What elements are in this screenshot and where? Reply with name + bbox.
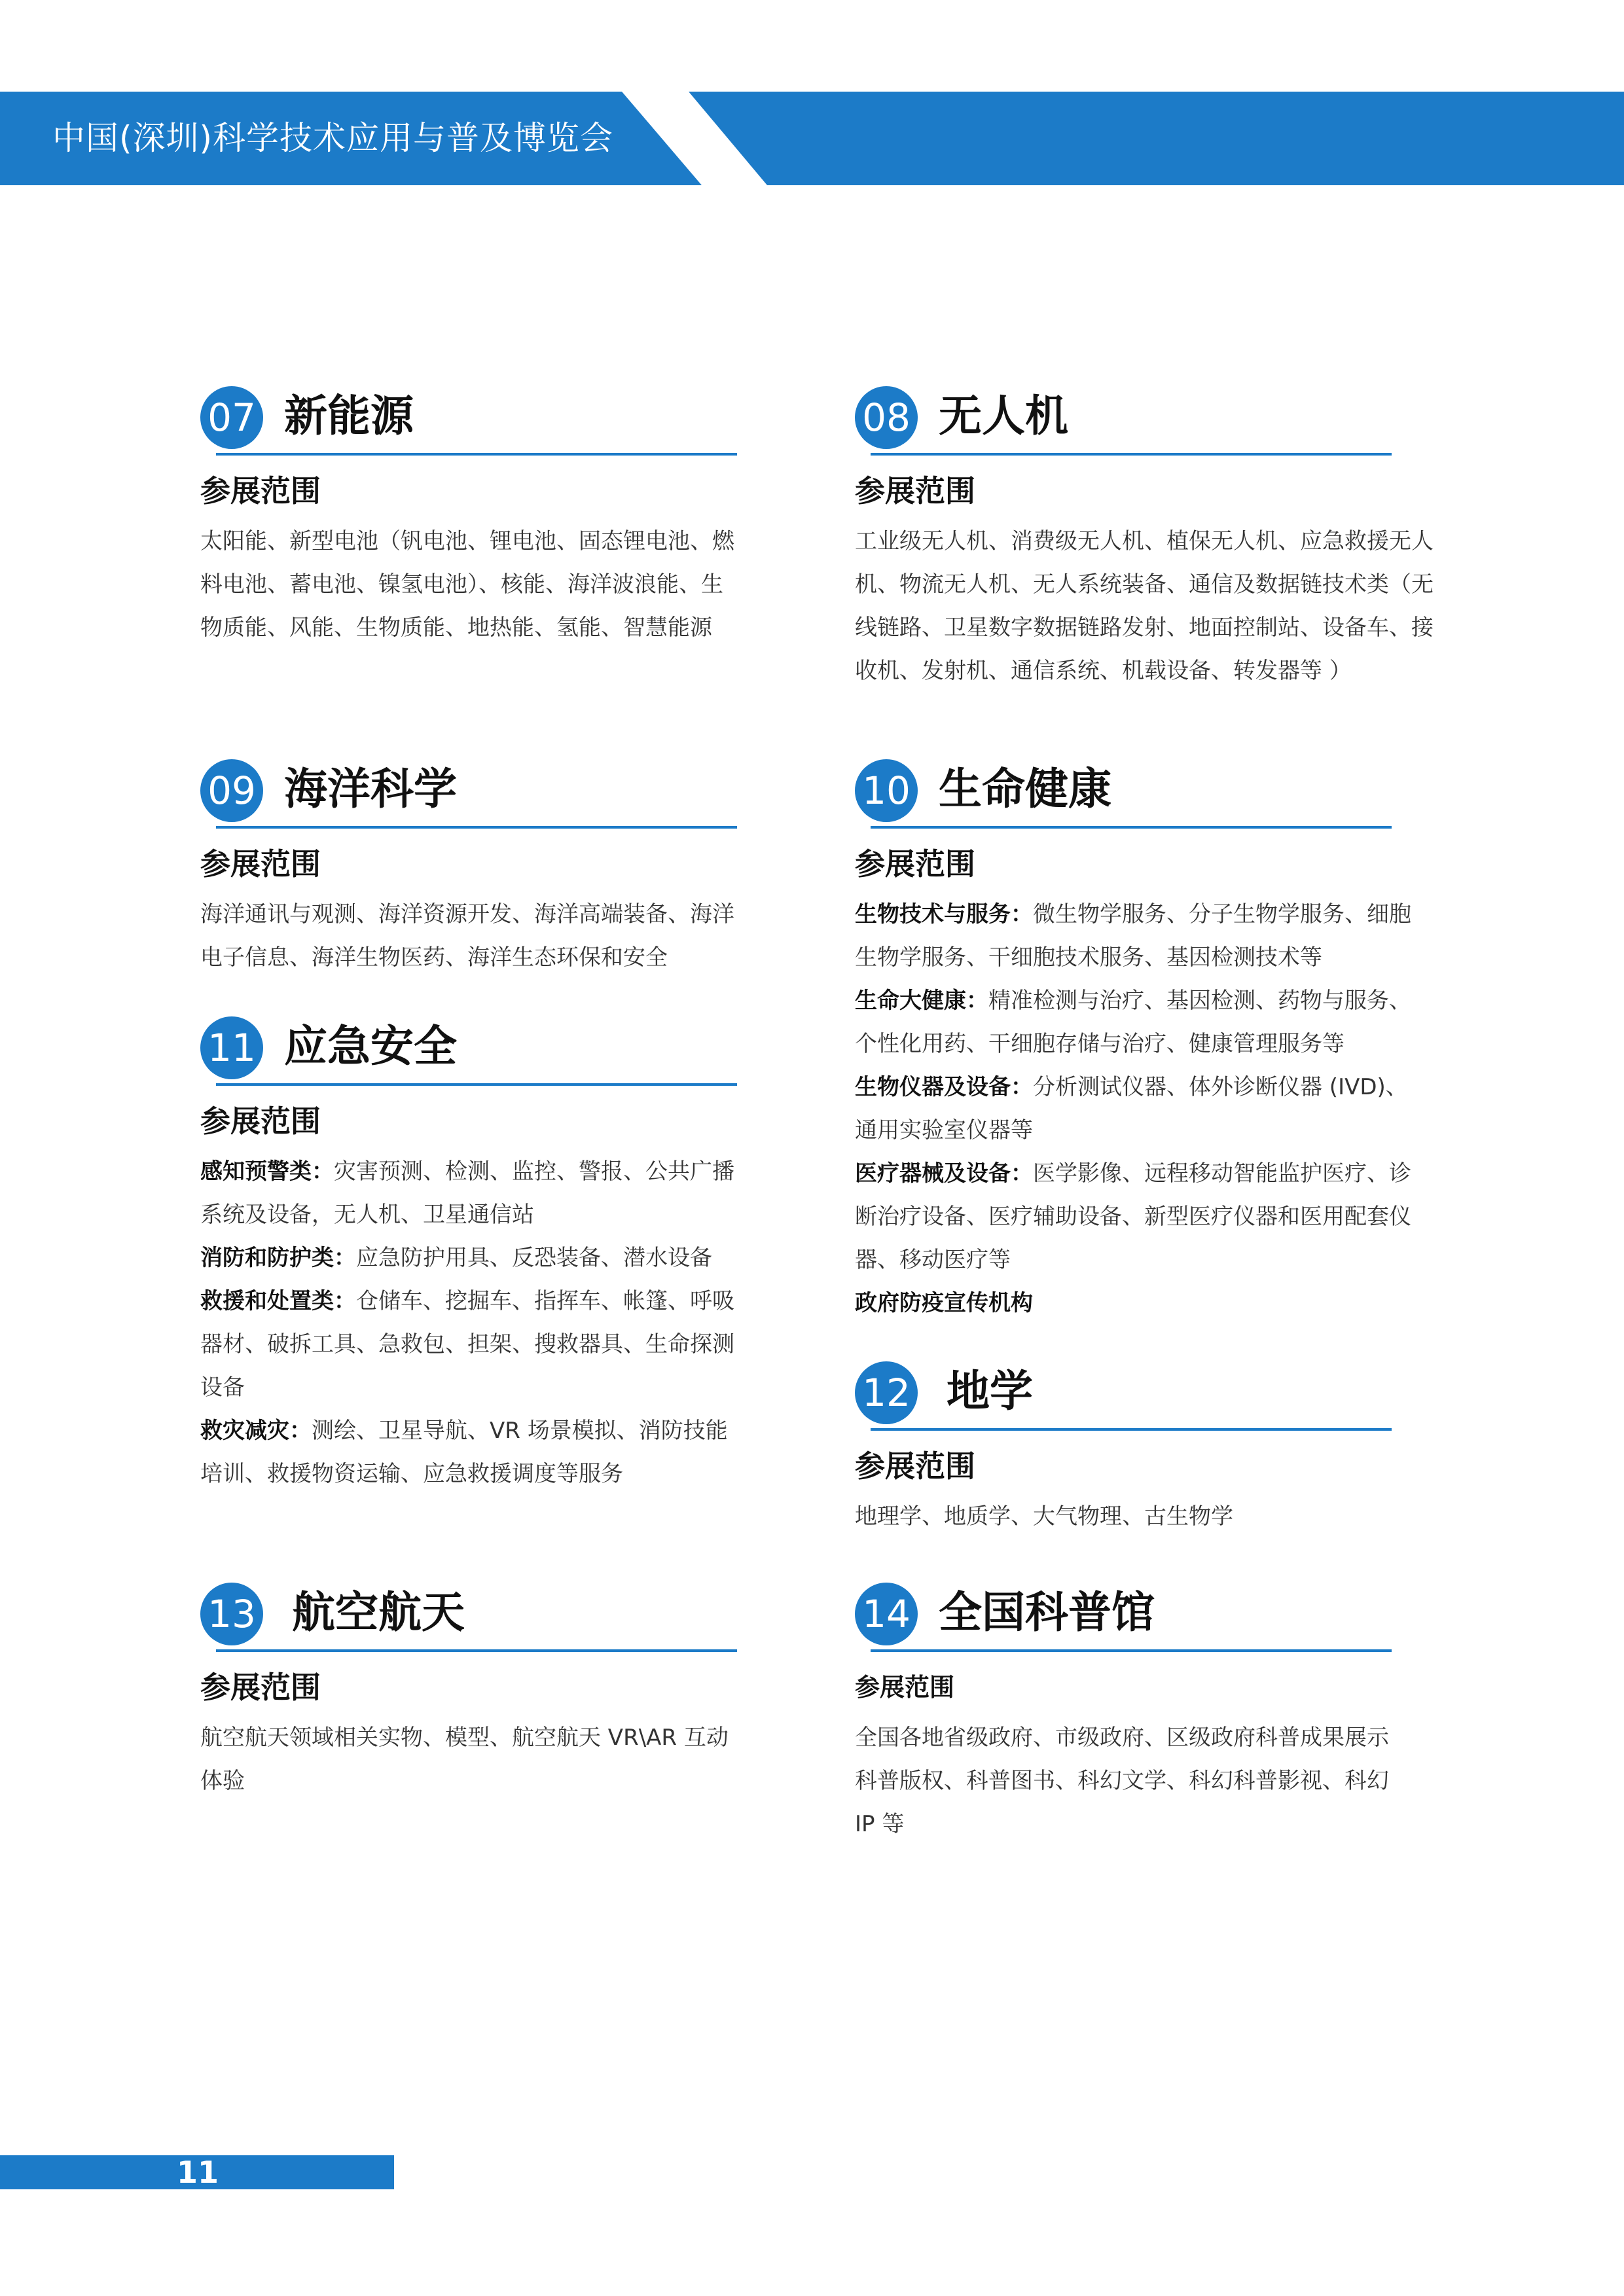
- list-item: [855, 893, 1424, 979]
- scope-label: 参展范围: [855, 1673, 955, 1702]
- section-body: 地理学、地质学、大气物理、古生物学: [855, 1503, 1233, 1530]
- section-underline: [871, 826, 1392, 829]
- list-item: [855, 1066, 1424, 1152]
- section-title: 新能源: [284, 391, 414, 441]
- section-underline: [216, 1649, 737, 1652]
- page-number: 11: [177, 2155, 219, 2190]
- section-heading: [200, 1016, 737, 1088]
- item-label: 感知预警类：: [200, 1158, 334, 1185]
- list-item: 科普版权、科普图书、科幻文学、科幻科普影视、科幻 IP 等: [855, 1768, 1389, 1837]
- section-title: 全国科普馆: [939, 1587, 1155, 1638]
- scope-label: 参展范围: [200, 1670, 321, 1705]
- section-body: 海洋通讯与观测、海洋资源开发、海洋高端装备、海洋电子信息、海洋生物医药、海洋生态环保和安全: [200, 901, 734, 971]
- section-heading: [855, 386, 1444, 458]
- section-heading: [200, 759, 737, 831]
- section-science-museum: [855, 1583, 1392, 1846]
- item-text: 分析测试仪器、体外诊断仪器 (IVD)、通用实验室仪器等: [855, 1074, 1408, 1143]
- item-text: 仓储车、挖掘车、指挥车、帐篷、呼吸器材、破拆工具、急救包、担架、搜救器具、生命探测设备: [200, 1288, 734, 1401]
- section-heading: [855, 1583, 1392, 1655]
- section-number-badge: 14: [855, 1583, 918, 1645]
- scope-label: 参展范围: [855, 473, 975, 509]
- section-number-badge: 11: [200, 1016, 263, 1079]
- item-label: 救灾减灾：: [200, 1418, 312, 1444]
- list-item: [200, 1280, 737, 1409]
- section-underline: [216, 453, 737, 456]
- header-title: 中国(深圳)科学技术应用与普及博览会: [52, 119, 614, 157]
- section-body: 航空航天领域相关实物、模型、航空航天 VR\AR 互动体验: [200, 1725, 729, 1794]
- list-item: [200, 1409, 737, 1496]
- section-underline: [871, 1649, 1392, 1652]
- list-item: [200, 1150, 737, 1236]
- section-body: [200, 1150, 737, 1496]
- section-number-badge: 13: [200, 1583, 263, 1645]
- section-body: 工业级无人机、消费级无人机、植保无人机、应急救援无人机、物流无人机、无人系统装备、通信及数据链技术类（无线链路、卫星数字数据链路发射、地面控制站、设备车、接收机、发射机、通信系统、机载设备、转发器等 ）: [855, 528, 1434, 684]
- scope-label: 参展范围: [855, 1448, 975, 1484]
- scope-label: 参展范围: [855, 846, 975, 882]
- section-underline: [216, 826, 737, 829]
- section-body: 太阳能、新型电池（钒电池、锂电池、固态锂电池、燃料电池、蓄电池、镍氢电池）、核能、海洋波浪能、生物质能、风能、生物质能、地热能、氢能、智慧能源: [200, 528, 734, 641]
- section-body: [855, 893, 1424, 1325]
- section-number-badge: 09: [200, 759, 263, 822]
- list-item: [855, 1282, 1424, 1325]
- section-underline: [871, 1428, 1392, 1431]
- section-number-badge: 12: [855, 1361, 918, 1424]
- section-marine-science: [200, 759, 737, 979]
- list-item: 全国各地省级政府、市级政府、区级政府科普成果展示: [855, 1725, 1389, 1751]
- section-underline: [871, 453, 1392, 456]
- section-geoscience: [855, 1361, 1392, 1538]
- section-title: 海洋科学: [284, 764, 457, 814]
- item-text: 医学影像、远程移动智能监护医疗、诊断治疗设备、医疗辅助设备、新型医疗仪器和医用配套仪器、移动医疗等: [855, 1160, 1411, 1273]
- section-number-badge: 08: [855, 386, 918, 449]
- section-number-badge: 07: [200, 386, 263, 449]
- item-text: 灾害预测、检测、监控、警报、公共广播系统及设备，无人机、卫星通信站: [200, 1158, 734, 1228]
- item-label: 生物仪器及设备：: [855, 1074, 1033, 1100]
- section-heading: [200, 1583, 737, 1655]
- section-heading: [855, 1361, 1392, 1433]
- section-body: [855, 1716, 1392, 1846]
- section-title: 生命健康: [939, 764, 1111, 814]
- section-title: 航空航天: [292, 1587, 465, 1638]
- item-text: 微生物学服务、分子生物学服务、细胞生物学服务、干细胞技术服务、基因检测技术等: [855, 901, 1411, 971]
- section-title: 地学: [947, 1366, 1033, 1416]
- scope-label: 参展范围: [200, 473, 321, 509]
- header-band: [0, 92, 1624, 185]
- section-emergency-safety: [200, 1016, 737, 1496]
- item-label: 政府防疫宣传机构: [855, 1290, 1033, 1316]
- scope-label: 参展范围: [200, 846, 321, 882]
- item-label: 生物技术与服务：: [855, 901, 1033, 927]
- item-label: 救援和处置类：: [200, 1288, 356, 1314]
- item-text: 精准检测与治疗、基因检测、药物与服务、个性化用药、干细胞存储与治疗、健康管理服务等: [855, 988, 1411, 1057]
- section-title: 应急安全: [284, 1021, 457, 1071]
- section-life-health: [855, 759, 1431, 1325]
- item-label: 生命大健康：: [855, 988, 988, 1014]
- section-underline: [216, 1083, 737, 1086]
- list-item: [855, 979, 1424, 1066]
- item-label: 医疗器械及设备：: [855, 1160, 1033, 1187]
- section-heading: [200, 386, 737, 458]
- section-heading: [855, 759, 1431, 831]
- section-drone: [855, 386, 1444, 692]
- item-label: 消防和防护类：: [200, 1245, 356, 1271]
- list-item: [855, 1152, 1424, 1282]
- item-text: 应急防护用具、反恐装备、潜水设备: [356, 1245, 712, 1271]
- section-number-badge: 10: [855, 759, 918, 822]
- list-item: [200, 1236, 737, 1280]
- section-new-energy: [200, 386, 737, 649]
- section-title: 无人机: [939, 391, 1068, 441]
- section-aerospace: [200, 1583, 737, 1803]
- scope-label: 参展范围: [200, 1103, 321, 1139]
- item-text: 测绘、卫星导航、VR 场景模拟、消防技能培训、救援物资运输、应急救援调度等服务: [200, 1418, 728, 1487]
